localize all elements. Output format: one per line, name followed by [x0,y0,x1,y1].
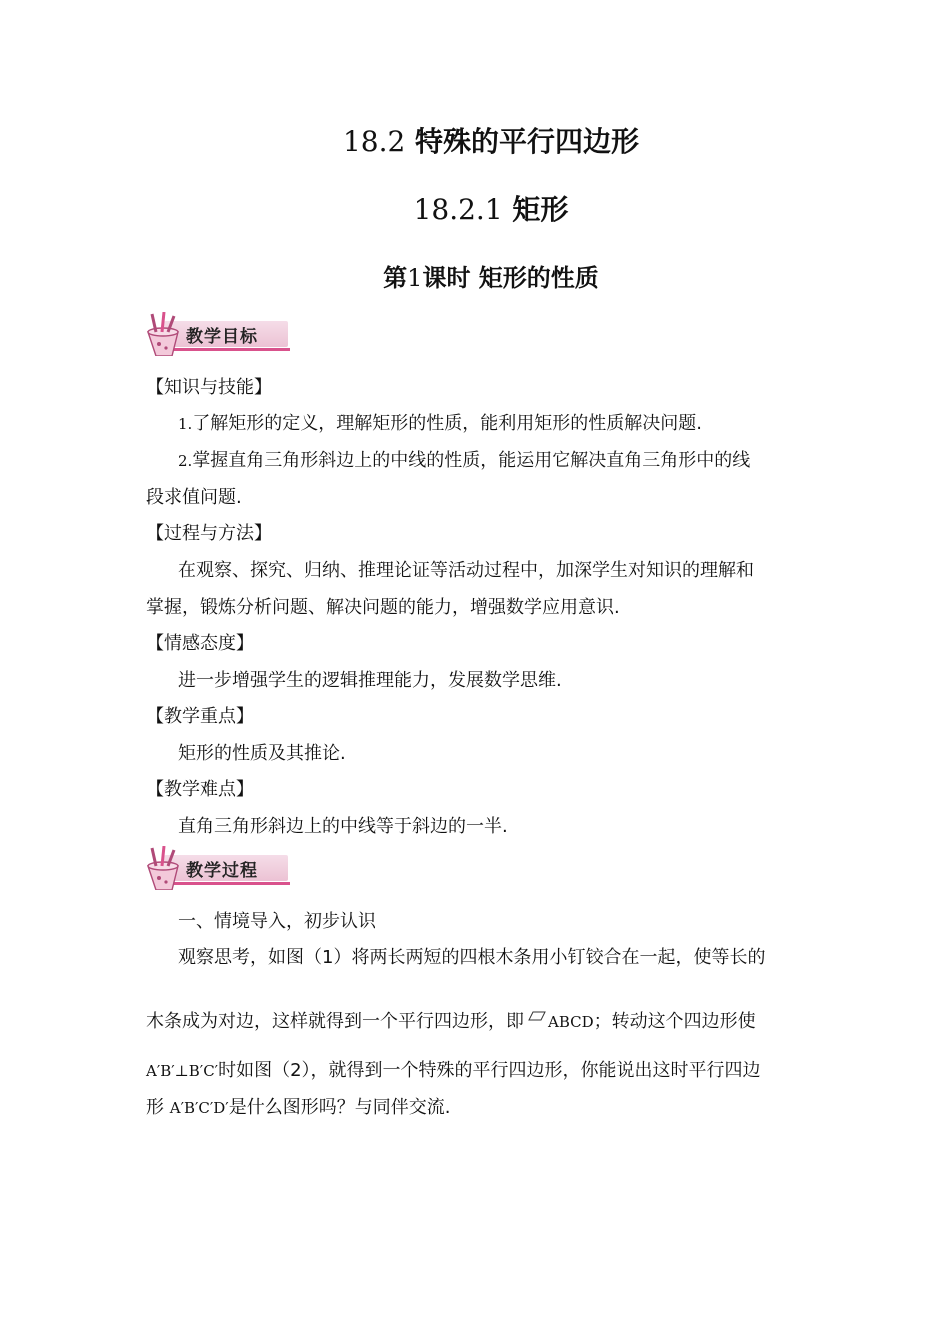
banner-underline [164,882,290,885]
goal-item-1-number: 1. [178,415,193,433]
lesson-title-text: 课时 矩形的性质 [422,264,599,292]
question-line-2-text-b: ；转动这个四边形使 [593,1011,756,1032]
goal-item-2 [178,449,750,473]
question-line-4-text-a: 形 [146,1097,170,1118]
banner-underline [164,348,290,351]
process-banner-label: 教学过程 [186,861,258,881]
subsection-number: 18.2.1 [413,193,503,226]
goal-item-1-text: 了解矩形的定义，理解矩形的性质，能利用矩形的性质解决问题. [192,413,703,434]
pen-holder-icon [142,312,182,356]
process-text-line-2: 掌握，锻炼分析问题、解决问题的能力，增强数学应用意识. [146,597,620,618]
process-step-1-title: 一、情境导入，初步认识 [178,911,376,932]
process-text-line-1: 在观察、探究、归纳、推理论证等活动过程中，加深学生对知识的理解和 [178,560,754,581]
section-title-text: 特殊的平行四边形 [415,125,640,158]
lesson-title [0,258,950,293]
question-line-2-math: ABCD [548,1013,594,1031]
process-question-line-3 [146,1059,761,1083]
lesson-number: 1 [407,264,423,292]
question-line-4-text-b: 是什么图形吗？与同伴交流. [228,1097,451,1118]
heading-process-method: 【过程与方法】 [146,523,272,544]
process-banner [142,846,292,890]
goal-item-1 [178,412,702,436]
pen-holder-icon [142,846,182,890]
section-number: 18.2 [342,125,406,158]
section-title [0,120,950,160]
process-question-line-1: 观察思考，如图（1）将两长两短的四根木条用小钉铰合在一起，使等长的 [178,947,766,968]
lesson-prefix: 第 [383,264,408,292]
difficulties-text: 直角三角形斜边上的中线等于斜边的一半. [178,816,508,837]
question-line-2-text-a: 木条成为对边，这样就得到一个平行四边形，即 [146,1011,524,1032]
question-line-3-math: A′B′⊥B′C′ [146,1062,219,1080]
goals-banner [142,312,292,356]
process-question-line-2 [146,1010,756,1034]
subsection-title [0,188,950,228]
heading-key-points: 【教学重点】 [146,706,254,727]
goal-item-2-cont: 段求值问题. [146,487,242,508]
heading-attitude: 【情感态度】 [146,633,254,654]
key-points-text: 矩形的性质及其推论. [178,743,346,764]
goal-item-2-number: 2. [178,452,193,470]
attitude-text: 进一步增强学生的逻辑推理能力，发展数学思维. [178,670,562,691]
process-question-line-4 [146,1096,450,1120]
goal-item-2-text: 掌握直角三角形斜边上的中线的性质，能运用它解决直角三角形中的线 [192,450,751,471]
question-line-3-text: 时如图（2），就得到一个特殊的平行四边形，你能说出这时平行四边 [218,1060,761,1081]
parallelogram-icon [528,1011,546,1021]
subsection-title-text: 矩形 [512,193,569,226]
question-line-4-math: A′B′C′D′ [169,1099,229,1117]
goals-banner-label: 教学目标 [186,327,258,347]
heading-knowledge: 【知识与技能】 [146,377,272,398]
heading-difficulties: 【教学难点】 [146,779,254,800]
